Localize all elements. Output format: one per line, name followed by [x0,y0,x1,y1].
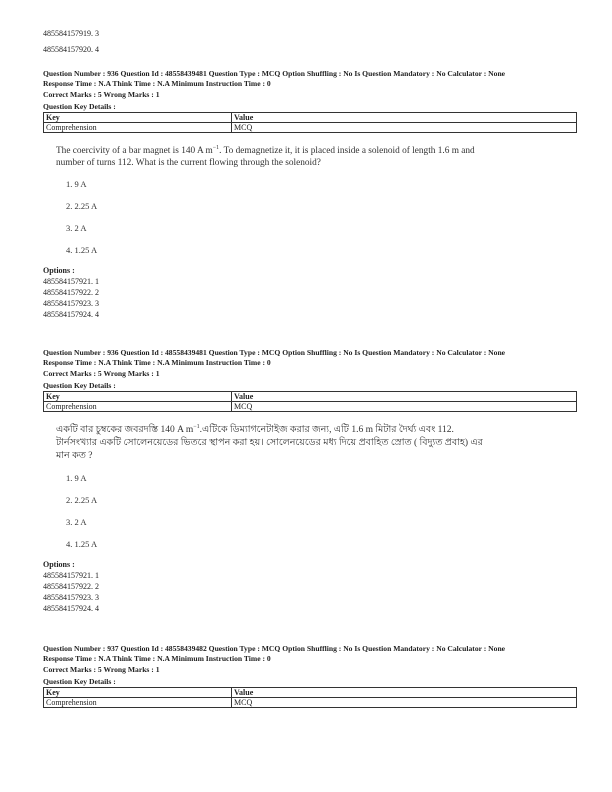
choice: 1. 9 A [66,473,87,484]
option-id: 485584157924. 4 [43,310,99,320]
question-meta-response: Response Time : N.A Think Time : N.A Minimum Instruction Time : 0 [43,653,271,663]
option-id: 485584157921. 1 [43,277,99,287]
option-id: 485584157922. 2 [43,582,99,592]
superscript: −1 [193,424,200,430]
question-block [43,348,577,614]
key-details-label: Question Key Details : [43,101,116,111]
key-table [43,112,577,133]
question-text-b: . To demagnetize it, it is placed inside a solenoid of length 1.6 m and number of turns 112. What is the current flowing through the solenoid? [56,146,475,169]
choice: 2. 2.25 A [66,495,98,506]
key-details-label: Question Key Details : [43,676,116,686]
question-meta: Question Number : 936 Question Id : 48558439481 Question Type : MCQ Option Shuffling : No Is Question Mandatory : No Calculator : None [43,348,506,357]
key-header: Key [44,392,232,402]
choice: 3. 2 A [66,517,87,528]
key-table [43,391,577,412]
option-id: 485584157920. 4 [43,45,99,54]
question-text-a: একটি বার চুম্বকের জবরদস্তি 140 A m [56,425,194,436]
value-cell: MCQ [232,123,577,133]
question-block [43,69,577,320]
marks: Correct Marks : 5 Wrong Marks : 1 [43,90,160,99]
choice: 3. 2 A [66,223,87,234]
option-id: 485584157924. 4 [43,604,99,614]
value-header: Value [232,392,577,402]
option-id: 485584157922. 2 [43,288,99,298]
question-text-b: .এটিকে ডিম্যাগনেটাইজ করার জন্য, এটি 1.6 m মিটার দৈর্ঘ্য এবং 112. টার্নসংখ্যার একটি সোলেনয়েডের ভিতরে স্থাপন করা হয়। সোলেনয়েডের মধ্য দিয়ে প্রবাহিত স্রোত ( বিদ্যুত প্রবাহ) এর মান কত ? [56,425,483,462]
key-cell: Comprehension [44,402,232,412]
key-cell: Comprehension [44,123,232,133]
value-cell: MCQ [232,698,577,708]
key-header: Key [44,688,232,698]
question-meta-response: Response Time : N.A Think Time : N.A Minimum Instruction Time : 0 [43,78,271,88]
choice: 1. 9 A [66,179,87,190]
question-text-a: The coercivity of a bar magnet is 140 A m [56,146,213,157]
value-header: Value [232,113,577,123]
options-label: Options : [43,266,75,276]
options-label: Options : [43,560,75,570]
choice: 2. 2.25 A [66,201,98,212]
question-text [56,142,476,169]
question-meta: Question Number : 937 Question Id : 48558439482 Question Type : MCQ Option Shuffling : No Is Question Mandatory : No Calculator : None [43,644,506,653]
option-id: 485584157919. 3 [43,29,99,38]
question-meta: Question Number : 936 Question Id : 48558439481 Question Type : MCQ Option Shuffling : No Is Question Mandatory : No Calculator : None [43,69,506,78]
value-header: Value [232,688,577,698]
key-table [43,687,577,708]
superscript: −1 [212,145,220,151]
choice: 4. 1.25 A [66,539,98,550]
option-id: 485584157923. 3 [43,299,99,309]
question-text [56,421,486,463]
question-meta-response: Response Time : N.A Think Time : N.A Minimum Instruction Time : 0 [43,357,271,367]
marks: Correct Marks : 5 Wrong Marks : 1 [43,369,160,378]
key-cell: Comprehension [44,698,232,708]
key-header: Key [44,113,232,123]
key-details-label: Question Key Details : [43,380,116,390]
previous-options [43,28,577,55]
value-cell: MCQ [232,402,577,412]
choice: 4. 1.25 A [66,245,98,256]
question-block [43,644,577,708]
marks: Correct Marks : 5 Wrong Marks : 1 [43,665,160,674]
option-id: 485584157923. 3 [43,593,99,603]
option-id: 485584157921. 1 [43,571,99,581]
